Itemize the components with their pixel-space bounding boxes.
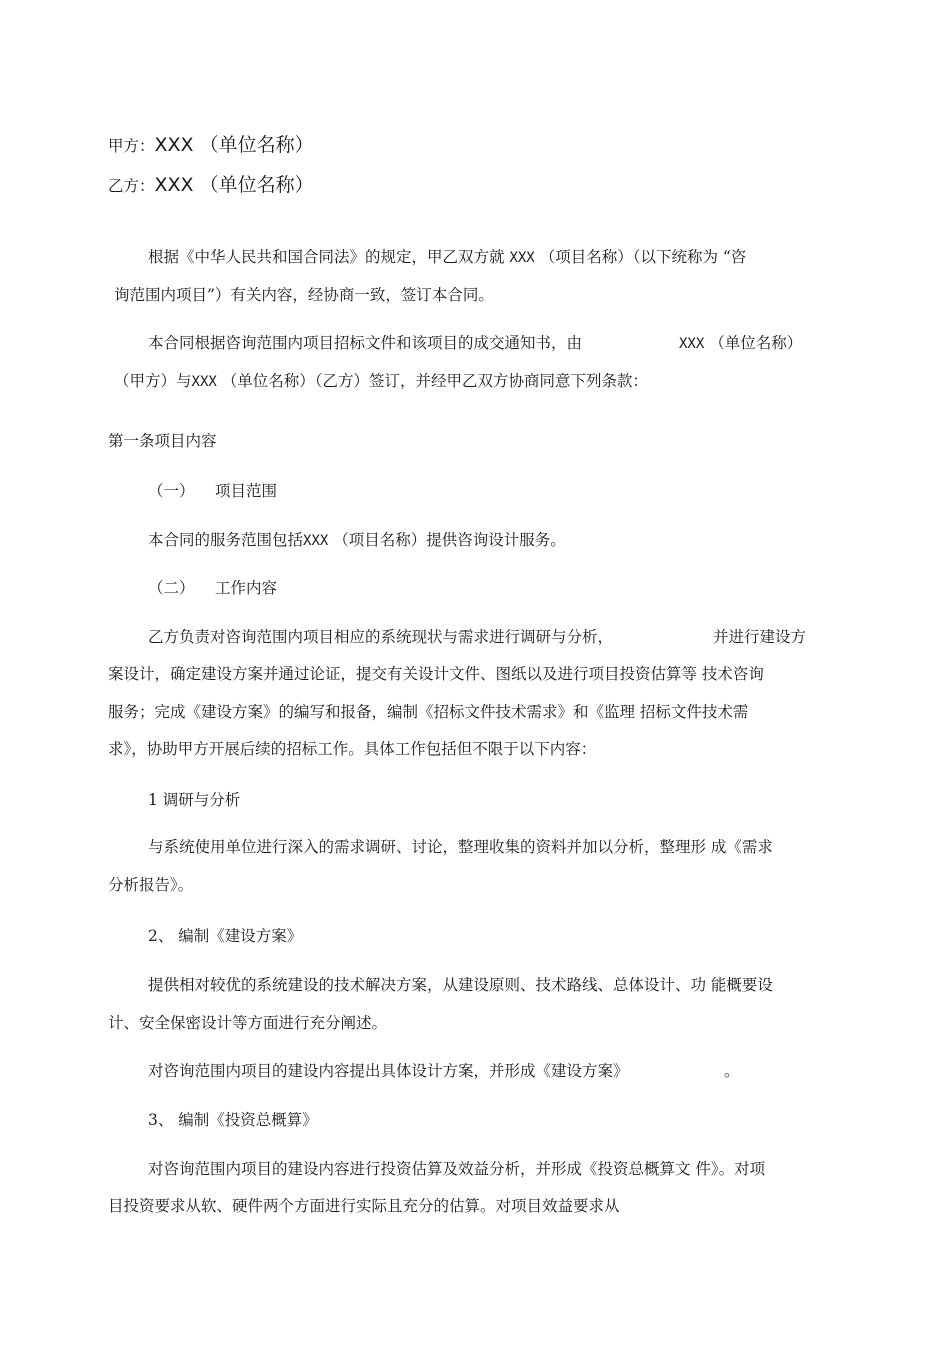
section1-text (148, 530, 566, 551)
unit-placeholder-2: XXX (191, 374, 217, 390)
article1-title: 第一条项目内容 (108, 432, 217, 450)
project-placeholder-2: XXX (303, 533, 329, 549)
item3-title: 3、 编制《投资总概算》 (148, 1111, 318, 1129)
party-a-label: 甲方： (108, 137, 155, 155)
intro-p2-line1 (148, 333, 582, 353)
section1-text-c: （项目名称）提供咨询设计服务。 (333, 531, 566, 549)
party-b-value: XXX （单位名称） (154, 174, 314, 196)
party-b-label: 乙方： (108, 177, 155, 195)
section2-line1-right: 并进行建设方 (713, 628, 807, 646)
item3-line1: 对咨询范围内项目的建设内容进行投资估算及效益分析，并形成《投资总概算文 件》。对项 (148, 1160, 766, 1178)
section1-text-a: 本合同的服务范围包括 (148, 531, 304, 549)
section2-line2: 案设计，确定建设方案并通过论证，提交有关设计文件、图纸以及进行项目投资估算等 技术咨询 (108, 665, 764, 683)
item2-line3: 对咨询范围内项目的建设内容提出具体设计方案，并形成《建设方案》 (148, 1062, 629, 1080)
section1-number: （一） (148, 482, 195, 500)
section2-line4: 求》，协助甲方开展后续的招标工作。具体工作包括但不限于以下内容： (108, 740, 597, 758)
intro-p2-line1-right (679, 333, 802, 354)
item1-line2: 分析报告》。 (108, 876, 194, 894)
party-b (108, 170, 314, 197)
unit-placeholder: XXX (679, 336, 705, 352)
section1-title: 项目范围 (215, 482, 278, 500)
section2-title: 工作内容 (215, 579, 278, 597)
intro-p2-text-a: 本合同根据咨询范围内项目招标文件和该项目的成交通知书，由 (148, 334, 583, 352)
project-placeholder: XXX (509, 250, 535, 266)
section2-line3: 服务；完成《建设方案》的编写和报备，编制《招标文件技术需求》和《监理 招标文件技术需 (108, 703, 749, 721)
section2-number: （二） (148, 579, 195, 597)
intro-p2-text-2a: （甲方）与 (114, 372, 192, 390)
intro-p2-text-c: （单位名称） (709, 334, 803, 352)
intro-p2-line2 (114, 371, 648, 392)
item1-line1: 与系统使用单位进行深入的需求调研、讨论，整理收集的资料并加以分析，整理形 成《需求 (148, 838, 773, 856)
party-a-value: XXX （单位名称） (154, 134, 314, 156)
section2-line1: 乙方负责对咨询范围内项目相应的系统现状与需求进行调研与分析， (148, 628, 614, 646)
item2-title: 2、 编制《建设方案》 (148, 927, 303, 945)
item2-line3-end: 。 (724, 1062, 740, 1080)
intro-p1-line2: 询范围内项目”）有关内容，经协商一致，签订本合同。 (114, 286, 494, 304)
item1-title: 1 调研与分析 (148, 791, 241, 809)
item3-line2: 目投资要求从软、硬件两个方面进行实际且充分的估算。对项目效益要求从 (108, 1197, 620, 1215)
item2-line1: 提供相对较优的系统建设的技术解决方案，从建设原则、技术路线、总体设计、功 能概要设 (148, 976, 773, 994)
intro-p1-text-c: （项目名称）（以下统称为 “咨 (539, 248, 747, 266)
intro-p1-text-a: 根据《中华人民共和国合同法》的规定，甲乙双方就 (148, 248, 505, 266)
party-a (108, 130, 314, 157)
intro-p1-line1 (148, 247, 746, 268)
item2-line2: 计、安全保密设计等方面进行充分阐述。 (108, 1014, 388, 1032)
intro-p2-text-2c: （单位名称）（乙方）签订，并经甲乙双方协商同意下列条款： (221, 372, 649, 390)
